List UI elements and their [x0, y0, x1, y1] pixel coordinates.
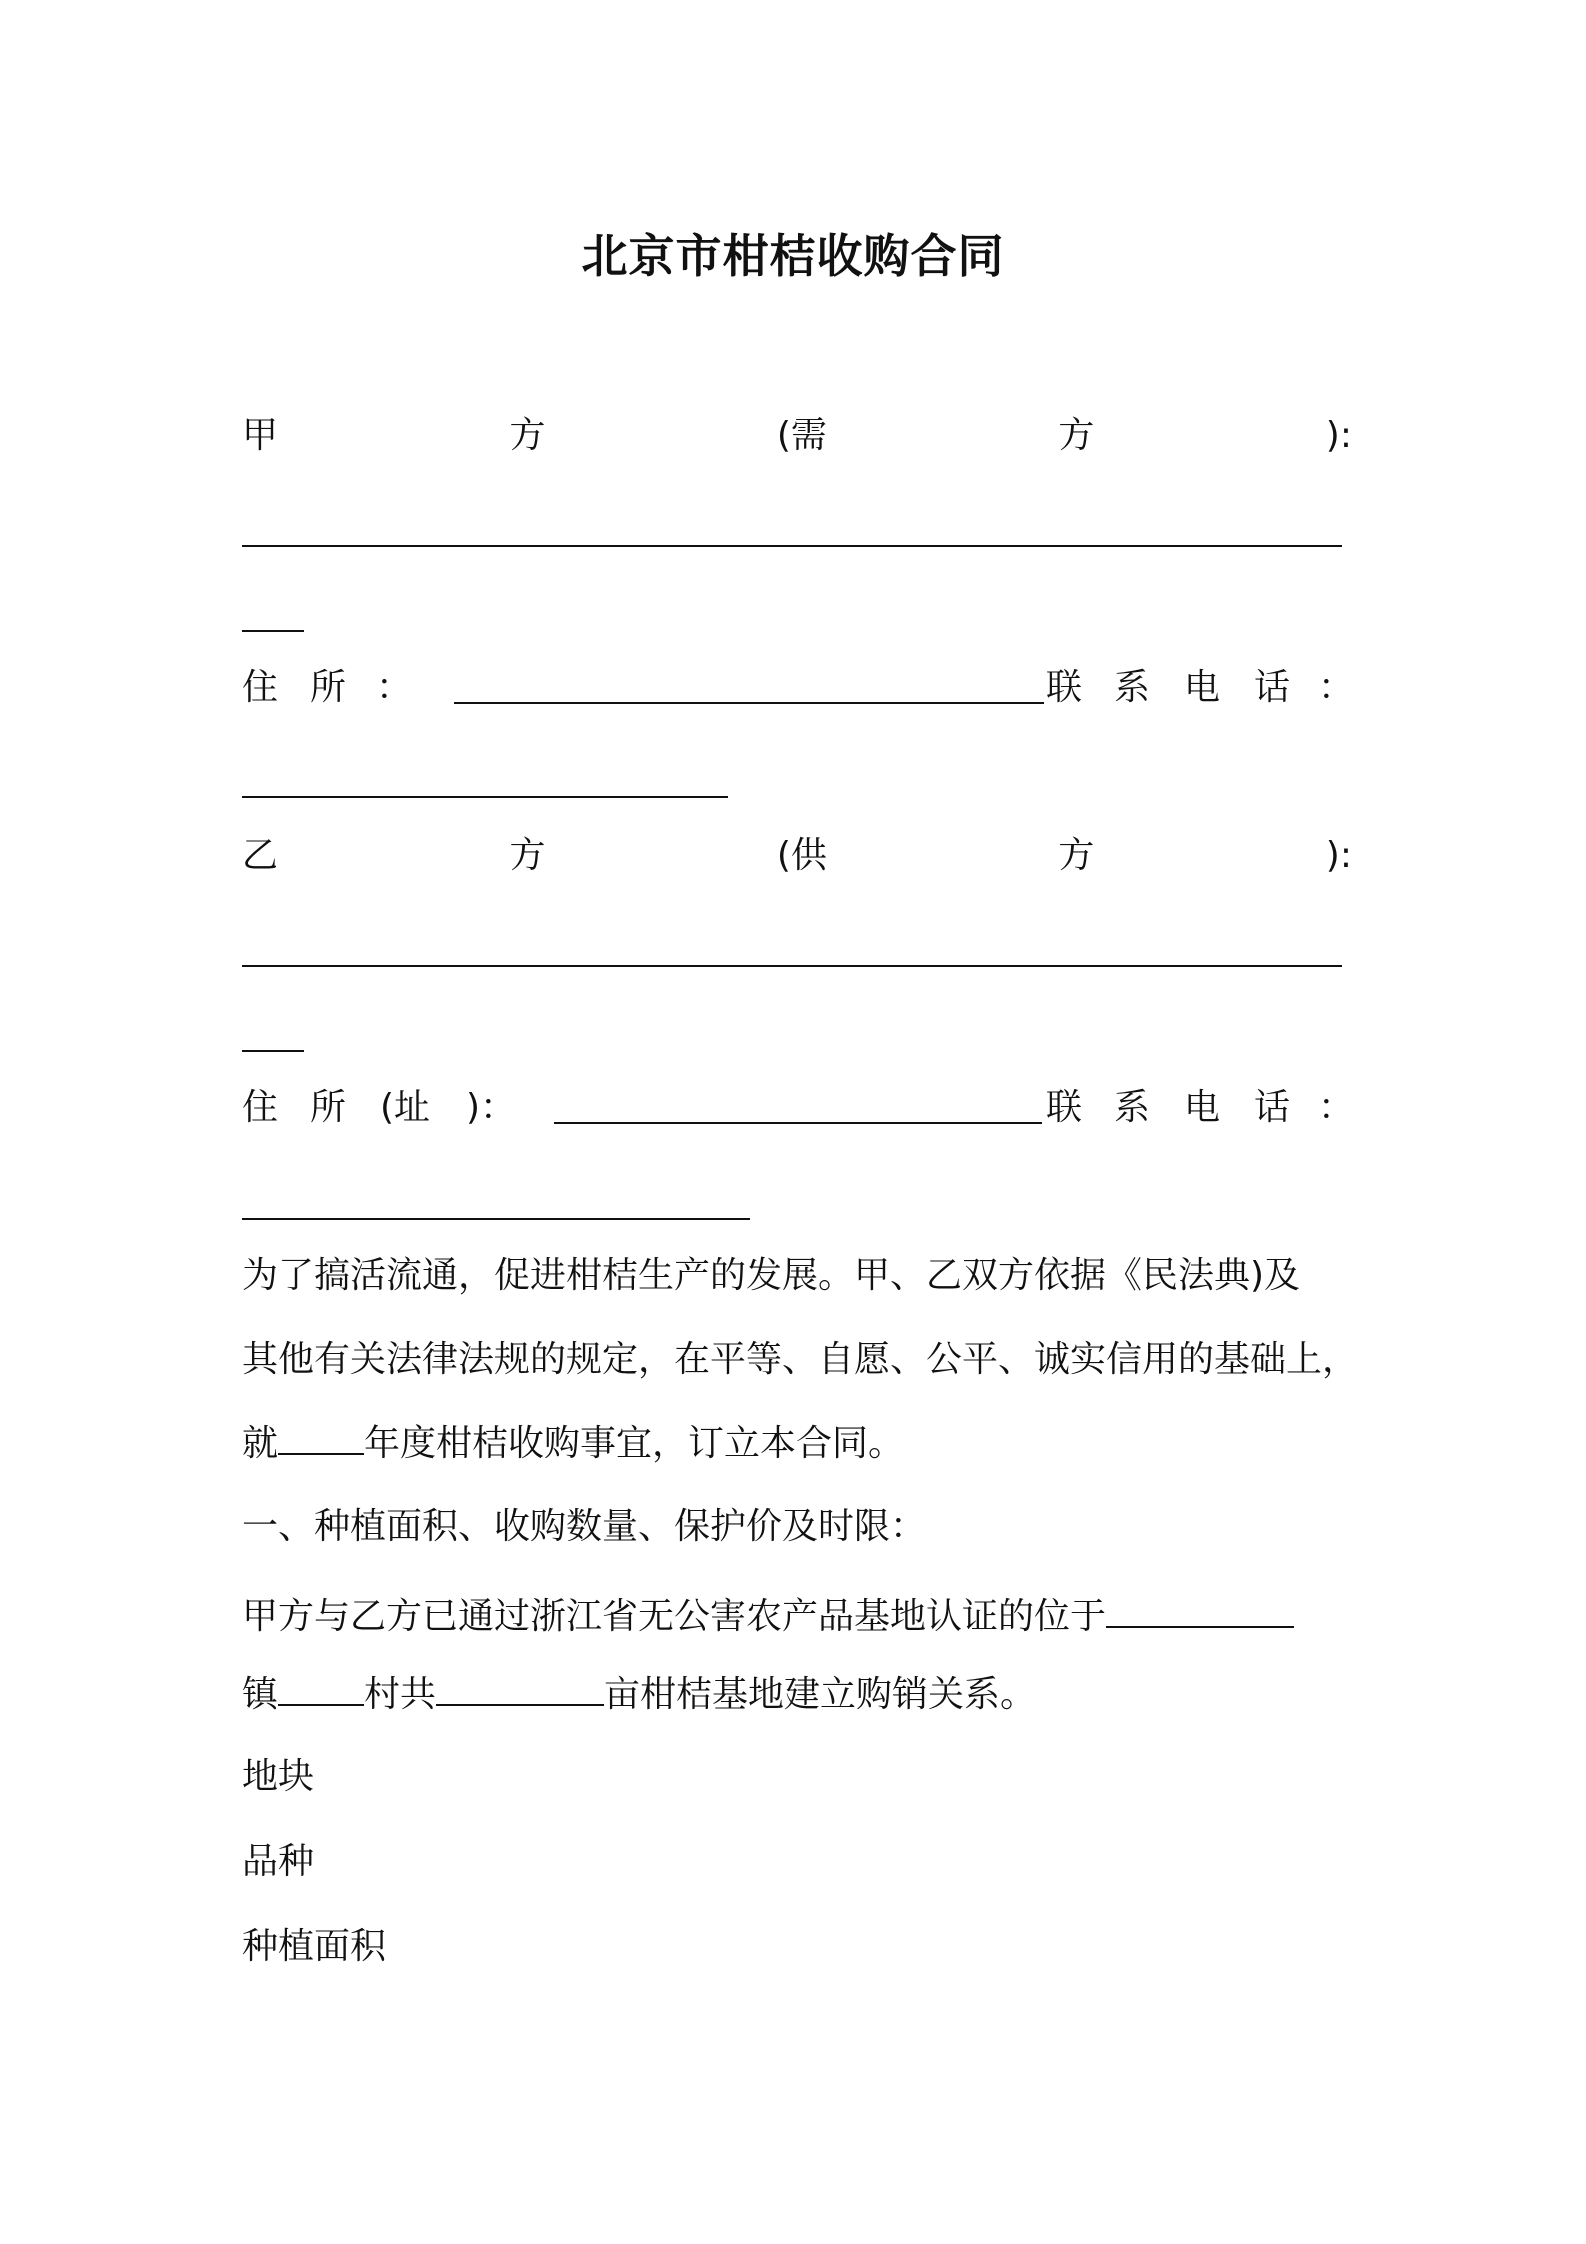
- party-a-address-blank: [454, 672, 1044, 704]
- year-blank: [278, 1423, 364, 1455]
- party-b-address-label: )：: [466, 1087, 517, 1128]
- section-paragraph-text: 甲方与乙方已通过浙江省无公害农产品基地认证的位于: [242, 1596, 1107, 1637]
- party-a-address-label: 住: [242, 667, 279, 708]
- section-paragraph-line: [242, 1673, 1352, 1717]
- party-b-phone-label: 电: [1184, 1087, 1221, 1128]
- party-b-label-part: ):: [1325, 835, 1352, 876]
- party-a-label-part: 甲: [242, 415, 279, 456]
- party-a-label-part: ):: [1325, 415, 1352, 456]
- party-b-address-blank: [554, 1092, 1042, 1124]
- party-b-name-blank: [242, 965, 1342, 967]
- section-paragraph-text: 镇: [242, 1674, 279, 1715]
- area-blank: [436, 1674, 604, 1706]
- party-a-phone-label: 话: [1254, 667, 1291, 708]
- party-a-label: [242, 414, 1352, 458]
- party-a-phone-label: ：: [1318, 667, 1355, 708]
- location-blank: [1106, 1596, 1294, 1628]
- section-paragraph-line: [242, 1595, 1352, 1639]
- party-a-phone-blank: [242, 796, 728, 798]
- party-a-phone-label: 系: [1114, 667, 1151, 708]
- party-b-address-label: (址: [380, 1087, 431, 1128]
- party-a-phone-label: 电: [1184, 667, 1221, 708]
- party-b-phone-label: 话: [1254, 1087, 1291, 1128]
- party-b-phone-label: ：: [1318, 1087, 1355, 1128]
- party-b-label-part: 方: [509, 835, 546, 876]
- intro-line-text: 年度柑桔收购事宜，订立本合同。: [364, 1423, 905, 1464]
- party-b-label-part: (供: [776, 835, 827, 876]
- party-a-name-blank-continued: [242, 630, 304, 632]
- town-blank: [278, 1674, 364, 1706]
- party-a-address-label: 所: [310, 667, 347, 708]
- party-b-label-part: 乙: [242, 835, 279, 876]
- party-b-label: [242, 834, 1352, 878]
- party-b-phone-blank: [242, 1218, 750, 1220]
- party-a-address-label: ：: [376, 667, 413, 708]
- party-a-label-part: 方: [1058, 415, 1095, 456]
- page-title: 北京市柑桔收购合同: [581, 229, 1005, 283]
- section-heading: 一、种植面积、收购数量、保护价及时限：: [242, 1506, 927, 1547]
- list-item: 品种: [242, 1841, 315, 1882]
- party-b-label-part: 方: [1058, 835, 1095, 876]
- section-paragraph-text: 村共: [364, 1674, 437, 1715]
- party-b-phone-label: 系: [1114, 1087, 1151, 1128]
- list-item: 种植面积: [242, 1926, 387, 1967]
- party-b-phone-label: 联: [1046, 1087, 1083, 1128]
- party-b-address-label: 所: [310, 1087, 347, 1128]
- party-b-address-label: 住: [242, 1087, 279, 1128]
- section-paragraph-text: 亩柑桔基地建立购销关系。: [604, 1674, 1037, 1715]
- party-a-label-part: 方: [509, 415, 546, 456]
- list-item: 地块: [242, 1756, 315, 1797]
- party-a-phone-label: 联: [1046, 667, 1083, 708]
- intro-line: 其他有关法律法规的规定，在平等、自愿、公平、诚实信用的基础上，: [242, 1339, 1359, 1380]
- party-a-label-part: (需: [776, 415, 827, 456]
- party-a-name-blank: [242, 545, 1342, 547]
- intro-line: 为了搞活流通，促进柑桔生产的发展。甲、乙双方依据《民法典)及: [242, 1255, 1301, 1296]
- intro-line-text: 就: [242, 1423, 279, 1464]
- party-b-name-blank-continued: [242, 1050, 304, 1052]
- intro-line: [242, 1422, 1352, 1466]
